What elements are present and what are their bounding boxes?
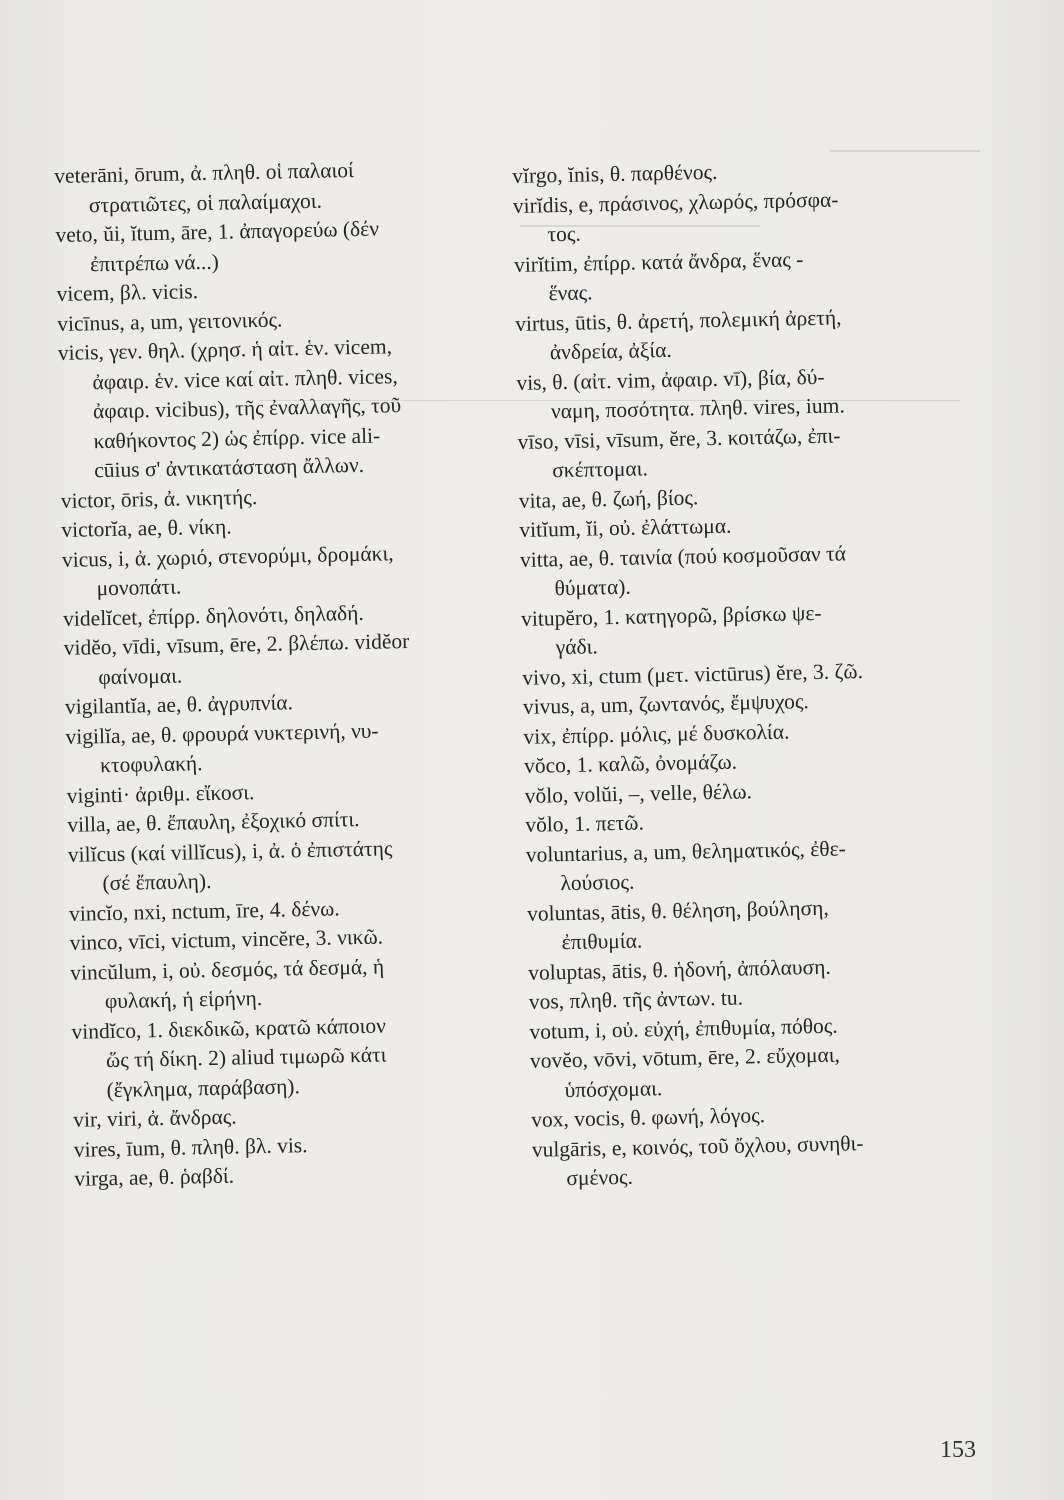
- dictionary-entry: [71, 1008, 528, 1106]
- entry-headline: vincĭo, nxi, nctum, īre, 4. δένω.: [68, 895, 340, 926]
- entry-headline: vivo, xi, ctum (μετ. victūrus) ĕre, 3. ζῶ.: [522, 658, 864, 690]
- entry-headline: viginti· ἀριθμ. εἴκοσι.: [66, 779, 255, 808]
- entry-headline: vix, ἐπίρρ. μόλις, μέ δυσκολία.: [523, 719, 790, 749]
- entry-continuation: στρατιῶτες, οἱ παλαίμαχοι.: [88, 188, 323, 217]
- entry-headline: vinco, vīci, victum, vincĕre, 3. νικῶ.: [69, 924, 384, 955]
- entry-headline: vĭrgo, ĭnis, θ. παρθένος.: [512, 159, 718, 188]
- entry-continuation: ἕνας.: [548, 280, 593, 306]
- entry-headline: vis, θ. (αἰτ. vim, ἀφαιρ. vī), βία, δύ-: [516, 364, 825, 395]
- entry-headline: voluntarius, a, um, θεληματικός, ἐθε-: [525, 835, 846, 867]
- entry-headline: vicus, i, ἀ. χωριό, στενορύμι, δρομάκι,: [61, 540, 394, 572]
- entry-headline: vitĭum, ĭi, οὐ. ἐλάττωμα.: [519, 513, 732, 542]
- entry-continuation: σμένος.: [566, 1164, 634, 1191]
- dictionary-entry: [532, 1126, 1003, 1194]
- dictionary-entry: [58, 330, 516, 487]
- entry-continuation: λούσιος.: [560, 869, 635, 896]
- dictionary-entry: [526, 831, 997, 899]
- entry-headline: vox, vocis, θ. φωνή, λόγος.: [530, 1103, 766, 1132]
- entry-headline: vitta, ae, θ. ταινία (πού κοσμοῦσαν τά: [519, 540, 847, 572]
- dictionary-entry: [65, 713, 521, 781]
- left-column: [54, 153, 530, 1194]
- entry-headline: victorĭa, ae, θ. νίκη.: [61, 514, 232, 542]
- dictionary-entry: [517, 418, 988, 486]
- entry-continuation: cūius σ' ἀντικατάσταση ἄλλων.: [93, 452, 365, 483]
- entry-headline: vincŭlum, i, οὐ. δεσμός, τά δεσμά, ἡ: [70, 954, 385, 985]
- dictionary-entry: [513, 182, 984, 250]
- entry-headline: vilĭcus (καί villĭcus), i, ἀ. ὁ ἐπιστάτης: [67, 835, 393, 867]
- entry-headline: vos, πληθ. τῆς ἀντων. tu.: [528, 985, 744, 1014]
- entry-headline: vŏlo, 1. πετῶ.: [525, 810, 645, 837]
- entry-headline: voluptas, ātis, θ. ἡδονή, ἀπόλαυση.: [528, 954, 831, 985]
- entry-headline: veto, ŭi, ĭtum, āre, 1. ἀπαγορεύω (δέν: [55, 216, 380, 247]
- right-column: [512, 153, 1003, 1195]
- dictionary-entry: [62, 536, 518, 604]
- entry-headline: vita, ae, θ. ζωή, βίος.: [518, 484, 699, 513]
- entry-continuation: καθήκοντος 2) ὡς ἐπίρρ. vice ali-: [93, 423, 381, 453]
- dictionary-entry: [55, 212, 511, 280]
- entry-continuation: φαίνομαι.: [98, 663, 183, 689]
- dictionary-entry: [530, 1037, 1001, 1105]
- entry-headline: vigilantĭa, ae, θ. ἀγρυπνία.: [64, 690, 294, 719]
- dictionary-entry: [521, 595, 992, 663]
- entry-continuation: ἐπιθυμία.: [561, 928, 643, 955]
- entry-continuation: ἀφαιρ. ἑν. vice καί αἰτ. πληθ. vices,: [92, 363, 398, 394]
- entry-continuation: ἐπιτρέπω νά...): [89, 249, 219, 276]
- dictionary-entry: [63, 625, 519, 693]
- entry-continuation: ἀνδρεία, ἀξία.: [549, 337, 672, 365]
- entry-continuation: ὑπόσχομαι.: [564, 1075, 663, 1102]
- entry-continuation: μονοπάτι.: [96, 574, 182, 601]
- entry-headline: vŏco, 1. καλῶ, ὀνομάζω.: [523, 749, 738, 778]
- entry-headline: virtus, ūtis, θ. ἀρετή, πολεμική ἀρετή,: [515, 304, 842, 336]
- dictionary-entry: [516, 359, 987, 427]
- dictionary-entry: [70, 949, 526, 1017]
- entry-headline: vigilĭa, ae, θ. φρουρά νυκτερινή, νυ-: [65, 718, 379, 749]
- entry-continuation: τος.: [547, 221, 581, 247]
- entry-headline: vīso, vīsi, vīsum, ĕre, 3. κοιτάζω, ἐπι-: [517, 422, 841, 454]
- entry-continuation: γάδι.: [555, 634, 599, 660]
- entry-headline: votum, i, οὐ. εὐχή, ἐπιθυμία, πόθος.: [529, 1013, 838, 1044]
- entry-headline: virĭtim, ἐπίρρ. κατά ἄνδρα, ἕνας -: [513, 246, 804, 277]
- entry-continuation: ναμη, ποσότητα. πληθ. vires, ium.: [550, 393, 845, 424]
- entry-continuation: (σέ ἔπαυλη).: [102, 868, 212, 896]
- entry-headline: virga, ae, θ. ῥαβδί.: [74, 1163, 235, 1191]
- entry-headline: veterāni, ōrum, ἀ. πληθ. οἱ παλαιοί: [54, 157, 355, 188]
- dictionary-entry: [514, 241, 985, 309]
- entry-headline: vŏlo, volŭi, –, velle, θέλω.: [524, 778, 753, 808]
- entry-headline: vitupĕro, 1. κατηγορῶ, βρίσκω ψε-: [520, 600, 822, 631]
- dictionary-entry: [54, 153, 510, 221]
- page-number: 153: [940, 1437, 976, 1463]
- dictionary-entry: [520, 536, 991, 604]
- entry-continuation: θύματα).: [554, 574, 631, 601]
- entry-headline: victor, ōris, ἀ. νικητής.: [60, 484, 258, 513]
- dictionary-entry: [68, 831, 524, 899]
- entry-continuation: σκέπτομαι.: [551, 456, 649, 483]
- entry-headline: vicem, βλ. vicis.: [56, 279, 199, 306]
- entry-headline: vicis, γεν. θηλ. (χρησ. ἡ αἰτ. ἑν. vicem,: [57, 334, 393, 365]
- entry-headline: vidĕo, vīdi, vīsum, ēre, 2. βλέπω. vidĕor: [63, 628, 410, 660]
- entry-headline: vires, īum, θ. πληθ. βλ. vis.: [73, 1132, 308, 1162]
- entry-continuation: κτοφυλακή.: [99, 751, 203, 778]
- bleed-through-rule: [830, 150, 980, 152]
- entry-headline: vicīnus, a, um, γειτονικός.: [57, 306, 283, 336]
- entry-headline: virĭdis, e, πράσινος, χλωρός, πρόσφα-: [512, 186, 839, 218]
- entry-continuation: ἀφαιρ. vicibus), τῆς ἐναλλαγῆς, τοῦ: [92, 393, 402, 424]
- entry-headline: videlĭcet, ἐπίρρ. δηλονότι, δηλαδή.: [62, 600, 364, 631]
- entry-headline: voluntas, ātis, θ. θέληση, βούληση,: [526, 895, 829, 926]
- entry-headline: vivus, a, um, ζωντανός, ἔμψυχος.: [522, 689, 809, 719]
- entry-headline: villa, ae, θ. ἔπαυλη, ἐξοχικό σπίτι.: [67, 807, 360, 837]
- dictionary-entry: [515, 300, 986, 368]
- entry-headline: vir, viri, ἀ. ἄνδρας.: [72, 1104, 237, 1132]
- entry-headline: vovĕo, vōvi, vōtum, ēre, 2. εὔχομαι,: [529, 1042, 841, 1073]
- entry-continuation: φυλακή, ἡ εἱρήνη.: [104, 985, 263, 1014]
- entry-continuation: (ἔγκλημα, παράβαση).: [106, 1073, 301, 1102]
- dictionary-entry: [527, 890, 998, 958]
- entry-continuation: ὥς τή δίκη. 2) aliud τιμωρῶ κάτι: [105, 1042, 387, 1073]
- entry-headline: vindĭco, 1. διεκδικῶ, κρατῶ κάποιον: [71, 1013, 387, 1044]
- entry-headline: vulgāris, e, κοινός, τοῦ ὄχλου, συνηθι-: [531, 1130, 864, 1162]
